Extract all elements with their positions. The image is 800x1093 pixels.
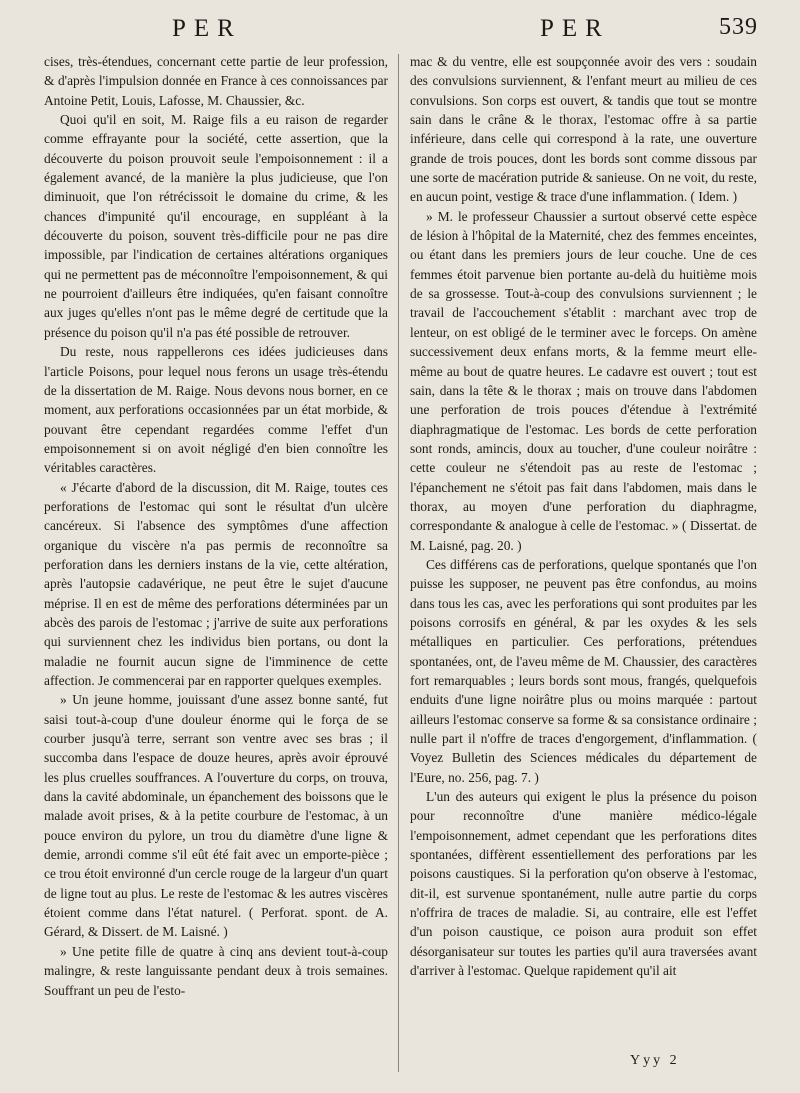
column-divider	[398, 54, 399, 1072]
paragraph: Du reste, nous rappellerons ces idées judicieuses dans l'article Poisons, pour lequel nous ferons un usage très-étendu de la dissertation de M. Raige. Nous devons nous borner, en ce moment, aux perforations occasionnées par un état morbide, & pouvant être cependant regardées comme l'effet d'un empoisonnement si on avoit négligé d'en bien connoître les véritables caractères.	[44, 344, 388, 476]
paragraph: « J'écarte d'abord de la discussion, dit M. Raige, toutes ces perforations de l'estomac qui sont le résultat d'un ulcère cancéreux. Si l'absence des symptômes d'une affection organique du viscère n'a pas permis de reconnoître sa perforation dans les derniers instans de la vie, cette altération, après l'autopsie cadavérique, ne peut être le sujet d'aucune méprise. Il en est de même des perforations déterminées par un abcès des parois de l'estomac ; j'arrive de suite aux perforations qui surviennent chez les individus bien portans, ou dont la maladie ne fournit aucun signe de l'imminence de cette affection. Je commencerai par en rapporter quelques exemples.	[44, 479, 388, 688]
paragraph: Quoi qu'il en soit, M. Raige fils a eu raison de regarder comme effrayante pour la société, cette assertion, que la découverte du poison prouvoit seule l'empoisonnement : il a également avancé, de la manière la plus judicieuse, que l'on diminuoit, que l'on rétrécissoit le domaine du crime, & les chances d'impunité qu'il encourage, en suppléant à la découverte du poison, souvent très-difficile pour ne pas dire impossible, par l'indication de certaines altérations organiques qui ne permettent pas de méconnoître l'empoisonnement, & qui ne pourroient d'ailleurs être indiquées, qu'en faisant connoître aux juges qu'elles n'ont pas le même degré de certitude que la présence du poison qu'il n'a pas été possible de retrouver.	[44, 112, 388, 340]
right-column	[410, 52, 757, 981]
paragraph: L'un des auteurs qui exigent le plus la présence du poison pour reconnoître d'une manière médico-légale l'empoisonnement, admet cependant que les perforations dites spontanées, diffèrent essentiellement des perforations par les poisons caustiques. Si la perforation qu'on observe à l'estomac, dit-il, est survenue spontanément, nulle autre partie du corps n'offrira de traces de maladie. Si, au contraire, elle est l'effet d'un poison caustique, ce poison aura produit son effet désorganisateur sur toutes les parties qu'il aura traversées avant d'arriver à l'estomac. Quelque rapidement qu'il ait	[410, 789, 757, 979]
paragraph: » M. le professeur Chaussier a surtout observé cette espèce de lésion à l'hôpital de la Maternité, chez des femmes enceintes, ou étant dans les premiers jours de leur couche. Une de ces femmes étoit parvenue bien portante au-delà du huitième mois de sa grossesse. Tout-à-coup des convulsions surviennent ; le travail de l'accouchement s'établit : marchant avec trop de lenteur, on est obligé de le terminer avec le forceps. On amène successivement deux enfans morts, & la femme meurt elle-même au bout de quatre heures. Le cadavre est ouvert ; tout est sain, dans la tête & le thorax ; mais on trouve dans l'abdomen une perforation de trois pouces d'étendue à l'extrémité diaphragmatique de l'estomac. Les bords de cette perforation sont ronds, amincis, doux au toucher, d'une couleur noirâtre : cette couleur ne s'étendoit pas au reste de l'estomac ; l'épanchement ne s'étoit pas fait dans l'abdomen, mais dans le thorax, au moyen d'une perforation du diaphragme, correspondante & analogue à celle de l'estomac. » ( Dissertat. de M. Laisné, pag. 20. )	[410, 208, 757, 553]
left-column	[44, 52, 388, 1000]
page-number: 539	[719, 14, 758, 40]
paragraph: » Une petite fille de quatre à cinq ans devient tout-à-coup malingre, & reste languissante pendant deux à trois semaines. Souffrant un peu de l'esto-	[44, 943, 388, 998]
signature-mark: Yyy 2	[630, 1053, 680, 1068]
running-head-left: PER	[172, 15, 242, 42]
paragraph: » Un jeune homme, jouissant d'une assez bonne santé, fut saisi tout-à-coup d'une douleur énorme qui le força de se courber jusqu'à terre, serrant son ventre avec ses bras ; il succomba dans l'espace de douze heures, après avoir éprouvé les plus cruelles souffrances. A l'ouverture du corps, on trouva, dans la cavité abdominale, un épanchement des boissons que le malade avoit prises, & à la petite courbure de l'estomac, à un pouce environ du pylore, un trou du diamètre d'une ligne & demie, arrondi comme s'il eût été fait avec un emporte-pièce ; ce trou étoit environné d'un cercle rouge de la largeur d'un quart de ligne tout au plus. Le reste de l'estomac & les autres viscères étoient comme dans l'état naturel. ( Perforat. spont. de A. Gérard, & Dissert. de M. Laisné. )	[44, 692, 388, 940]
paragraph: cises, très-étendues, concernant cette partie de leur profession, & d'après l'impulsion donnée en France à ces connoissances par Antoine Petit, Louis, Lafosse, M. Chaussier, &c.	[44, 54, 388, 108]
running-head-right: PER	[540, 15, 610, 42]
paragraph: Ces différens cas de perforations, quelque spontanés que l'on puisse les supposer, ne peuvent pas être confondus, au moins dans tous les cas, avec les perforations qui sont produites par les poisons corrosifs en général, & par les oxydes & les sels métalliques en particulier. Ces perforations, prétendues spontanées, ont, de l'aveu même de M. Chaussier, des caractères fort remarquables ; leurs bords sont mous, frangés, quelquefois enduits d'une ligne noirâtre plus ou moins marquée : partout ailleurs l'estomac conserve sa forme & sa consistance ordinaire ; nulle part il n'offre de traces d'engorgement, d'inflammation. ( Voyez Bulletin des Sciences médicales du département de l'Eure, no. 256, pag. 7. )	[410, 556, 757, 785]
paragraph: mac & du ventre, elle est soupçonnée avoir des vers : soudain des convulsions surviennent, & l'enfant meurt au milieu de ces convulsions. Son corps est ouvert, & tandis que tout se montre sain dans le crâne & le thorax, l'estomac offre à sa partie inférieure, dans celle qui correspond à la rate, une ouverture grande de trois pouces, dont les bords sont comme dissous par une sorte de macération putride & sanieuse. On ne voit, du reste, en aucun point, vestige & trace d'une inflammation. ( Idem. )	[410, 54, 757, 205]
